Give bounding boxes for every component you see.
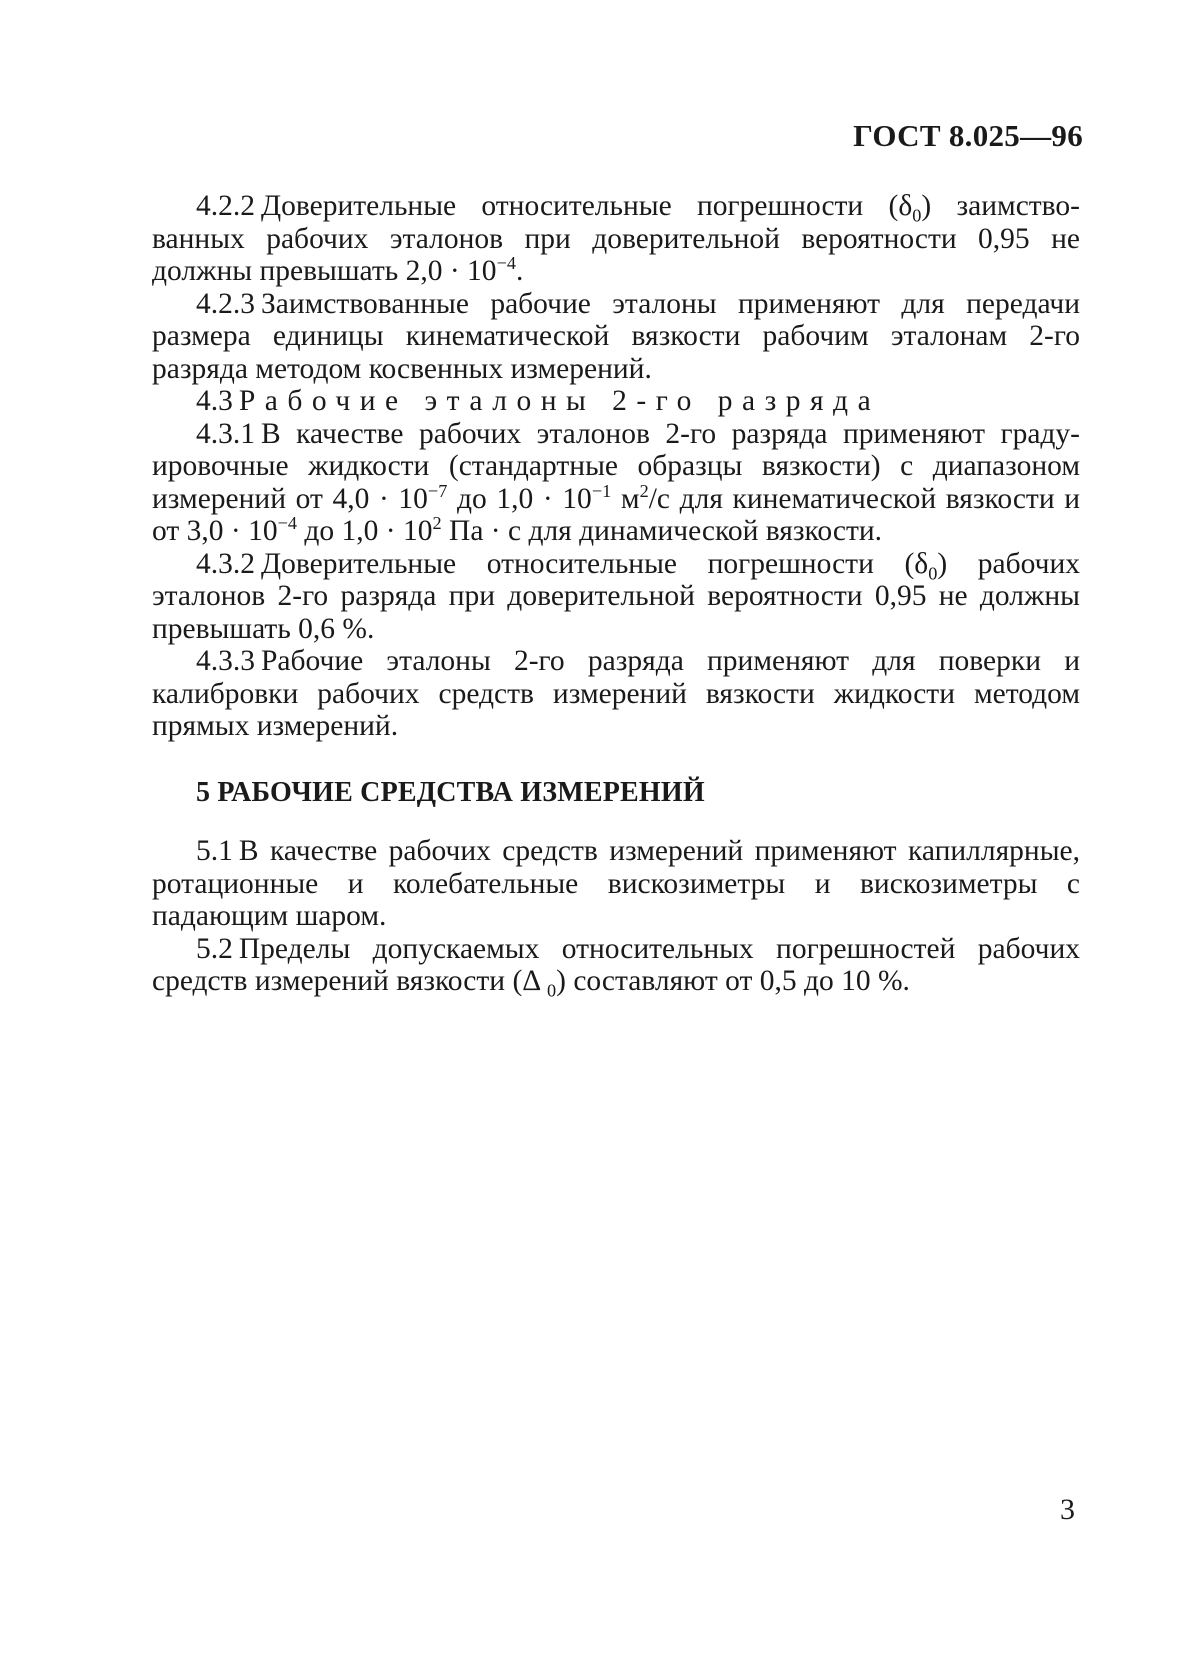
superscript: −4 — [496, 253, 517, 274]
paragraph-5-2 — [152, 932, 1080, 1001]
paragraph-text: В качестве рабочих средств измерений применяют капиллярные, ротационные и колебательные вискозиметры и вискозиметры с падающим шаром. — [152, 835, 1080, 932]
paragraph-4-3-1 — [152, 418, 1080, 548]
paragraph-5-1 — [152, 835, 1080, 933]
subscript: 0 — [546, 980, 557, 1001]
paragraph-text: В качестве рабочих эталонов 2-го разряда применяют градуировочные жидкости (стандартные образцы вязкости) с диапазоном измерений от 4,0 · 10 — [152, 417, 1080, 515]
subsection-4-3-heading — [152, 385, 1080, 418]
paragraph-4-2-2 — [152, 190, 1080, 288]
paragraph-number: 5.2 — [196, 932, 233, 965]
superscript: −4 — [277, 513, 298, 534]
paragraph-4-3-3 — [152, 645, 1080, 743]
paragraph-text: /с для кинематической вязкости и от 3,0 · 10 — [152, 482, 1081, 547]
superscript: −7 — [427, 480, 448, 501]
paragraph-4-3-2 — [152, 548, 1080, 646]
paragraph-text: до 1,0 · 10 — [297, 515, 433, 547]
paragraph-text: Доверительные относительные погрешности (δ — [261, 190, 913, 222]
document-body — [152, 190, 1081, 1001]
paragraph-text: Па · с для динамической вязкости. — [441, 515, 882, 547]
subscript: 0 — [912, 205, 922, 226]
section-5-title: 5 РАБОЧИЕ СРЕДСТВА ИЗМЕРЕНИЙ — [196, 776, 705, 808]
paragraph-text: Пределы допускаемых относительных погрешностей рабочих средств измерений вязкости (Δ — [152, 932, 1080, 997]
subsection-title: Рабочие эталоны 2-го разряда — [238, 385, 881, 417]
paragraph-number: 4.2.2 — [196, 190, 255, 222]
paragraph-number: 4.3 — [196, 385, 233, 417]
paragraph-number: 4.3.1 — [196, 417, 255, 450]
paragraph-text: м — [611, 482, 640, 515]
paragraph-number: 4.2.3 — [196, 287, 255, 320]
paragraph-text: . — [516, 255, 524, 287]
superscript: 2 — [639, 480, 649, 501]
paragraph-number: 4.3.2 — [196, 547, 255, 580]
paragraph-text: до 1,0 · 10 — [447, 482, 592, 515]
paragraph-text: ) рабочих эталонов 2-го разряда при доверительной вероятности 0,95 не должны превышать 0,6 %. — [152, 547, 1080, 645]
paragraph-text: Рабочие эталоны 2-го разряда применяют для поверки и калибровки рабочих средств измерений вязкости жидкости методом прямых измерений. — [152, 645, 1080, 742]
paragraph-4-2-3 — [152, 288, 1080, 386]
superscript: 2 — [432, 513, 442, 534]
superscript: −1 — [591, 480, 612, 501]
document-id-header: ГОСТ 8.025—96 — [853, 118, 1083, 153]
paragraph-number: 4.3.3 — [196, 645, 255, 677]
paragraph-text: ) заимствованных рабочих эталонов при доверительной вероятности 0,95 не должны превышать 2,0 · 10 — [152, 190, 1080, 287]
paragraph-text: ) составляют от 0,5 до 10 %. — [556, 965, 910, 997]
subscript: 0 — [928, 562, 938, 583]
page-number: 3 — [1060, 1493, 1075, 1526]
paragraph-text: Доверительные относительные погрешности (δ — [261, 547, 929, 580]
paragraph-number: 5.1 — [196, 835, 233, 867]
paragraph-text: Заимствованные рабочие эталоны применяют для передачи размера единицы кинематической вязкости рабочим эталонам 2-го разряда методом косвенных измерений. — [152, 287, 1080, 385]
